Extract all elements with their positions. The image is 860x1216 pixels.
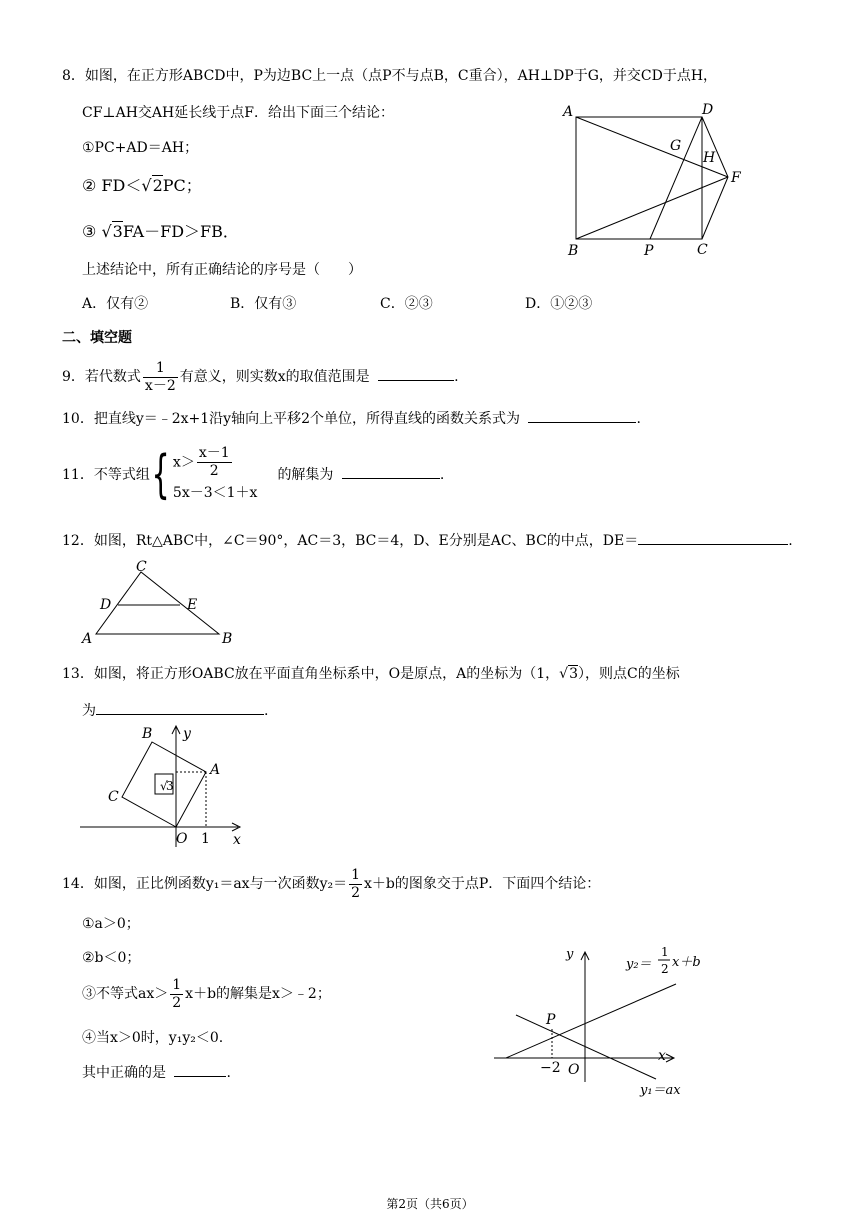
q12-label-c: C (136, 559, 147, 575)
q11-brace: { (151, 445, 170, 505)
q14-y2: y₂＝ (319, 876, 348, 892)
q14-c3-pre: ③不等式ax＞ (82, 986, 169, 1002)
q14-conclusion-2: ②b＜0； (82, 950, 141, 966)
q14-answer-blank[interactable] (174, 1062, 226, 1077)
q13-label-x: x (233, 832, 241, 848)
q13-label-y: y (183, 726, 191, 742)
q8-option-c[interactable]: C．②③ (380, 296, 433, 312)
q12-label-e: E (187, 597, 198, 613)
q13-end: . (264, 703, 269, 719)
q11-pre: 11．不等式组 (62, 467, 150, 483)
q14-stem (62, 866, 600, 906)
q12-label-b: B (222, 631, 233, 647)
q13-line1: 13．如图，将正方形OABC放在平面直角坐标系中，O是原点，A的坐标为（1，√3），则点C的坐标 (62, 666, 680, 682)
q9-end: . (454, 369, 459, 385)
q13-sqrt-symbol: √ (160, 779, 168, 793)
q13-line1-pre: 13．如图，将正方形OABC放在平面直角坐标系中，O是原点，A的坐标为（1， (62, 666, 560, 682)
q14-conclusion-4: ④当x＞0时，y₁y₂＜0. (82, 1030, 224, 1046)
q11-row1-num: x－1 (198, 444, 230, 461)
q12-label-d: D (100, 597, 112, 613)
q14-c3-fraction (170, 977, 183, 1012)
q14-label-y2-den: 2 (661, 962, 669, 976)
q9-denominator: x－2 (144, 377, 176, 394)
q11-row1 (173, 445, 258, 480)
q8-square-figure (560, 98, 760, 260)
q8-label-g: G (670, 138, 682, 154)
q8-label-h: H (703, 150, 716, 166)
q14-label-y2-num: 1 (661, 945, 669, 959)
q8-conclusion-3: ③ √3FA－FD＞FB． (82, 222, 239, 241)
q8-label-c: C (697, 242, 708, 258)
q8-conclusion-1: ①PC+AD＝AH； (82, 140, 199, 156)
q8-c3-post: FA－FD＞FB． (122, 222, 239, 241)
q11-answer-blank[interactable] (342, 464, 440, 479)
q11-row1-den: 2 (209, 462, 219, 479)
q8-option-d[interactable]: D．①②③ (525, 296, 593, 312)
q14-c3-post: x＋b的解集是x＞﹣2； (185, 986, 331, 1002)
q13-line2-text: 为 (82, 703, 96, 719)
q12-answer-blank[interactable] (638, 530, 788, 545)
q14-label-x: x (658, 1048, 666, 1064)
q8-line2: CF⊥AH交AH延长线于点F．给出下面三个结论： (82, 105, 394, 121)
q14-label-p: P (546, 1012, 556, 1028)
q9-pre: 9．若代数式 (62, 369, 141, 385)
q8-option-a[interactable]: A．仅有② (82, 296, 149, 312)
q8-c2-pre: ② FD＜ (82, 176, 142, 195)
q8-label-b: B (568, 243, 579, 259)
q8-line1: 8．如图，在正方形ABCD中，P为边BC上一点（点P不与点B，C重合），AH⊥DP于G，并交CD于点H， (62, 68, 718, 84)
q8-label-f: F (731, 170, 741, 186)
q8-conclusion-2: ② FD＜√2PC； (82, 176, 202, 195)
q9-answer-blank[interactable] (378, 366, 454, 381)
q14-conclusion-3 (82, 974, 331, 1018)
q11-post: 的解集为 (277, 467, 334, 483)
q12-triangle-figure (78, 555, 248, 647)
q14-denominator: 2 (351, 884, 361, 901)
q11-end: . (439, 467, 445, 483)
q14-label-y2-rest: x＋b (672, 955, 701, 970)
q12-text: 12．如图，Rt△ABC中，∠C＝90°，AC＝3，BC＝4，D、E分别是AC、BC的中点，DE＝ (62, 533, 639, 549)
q9-fraction (143, 360, 178, 395)
q14-fraction (349, 867, 362, 902)
q14-function-graph (488, 942, 738, 1102)
q11-row1-fraction (197, 445, 232, 480)
q8-option-b[interactable]: B．仅有③ (230, 296, 297, 312)
q14-ask (82, 1062, 231, 1083)
q10-end: . (636, 411, 641, 427)
q13-coordinate-figure (78, 722, 258, 852)
q11-row1-pre: x＞ (172, 454, 195, 470)
q9-post: 有意义，则实数x的取值范围是 (179, 369, 370, 385)
q8-ask: 上述结论中，所有正确结论的序号是（ ） (82, 262, 362, 278)
q13-label-b: B (142, 726, 153, 742)
q14-label-minus2: −2 (540, 1060, 561, 1076)
q14-label-y2: y₂＝ (626, 957, 652, 972)
q8-label-d: D (702, 102, 714, 118)
q10-text: 10．把直线y＝﹣2x+1沿y轴向上平移2个单位，所得直线的函数关系式为 (62, 411, 520, 427)
q13-label-c: C (108, 789, 119, 805)
q14-label-y1: y₁＝ax (640, 1083, 681, 1098)
q13-label-o: O (176, 831, 188, 847)
q9-numerator: 1 (143, 360, 178, 378)
q14-numerator: 1 (351, 866, 361, 883)
q8-label-p: P (644, 243, 654, 259)
q12-label-a: A (82, 631, 93, 647)
q8-c3-radicand: 3 (112, 222, 123, 241)
q8-c2-post: PC； (162, 176, 202, 195)
q14-pre: 14．如图，正比例函数y₁＝ax与一次函数 (62, 876, 320, 892)
q13-label-sqrt3: 3 (166, 779, 174, 793)
q9 (62, 357, 459, 401)
q11-row2: 5x－3＜1＋x (172, 484, 258, 501)
q14-post: x＋b的图象交于点P．下面四个结论： (364, 876, 601, 892)
q14-c3-num: 1 (172, 976, 182, 993)
q14-label-o: O (568, 1062, 580, 1078)
q14-c3-den: 2 (172, 994, 182, 1011)
q14-conclusion-1: ①a＞0； (82, 916, 140, 932)
q13-line2 (82, 700, 268, 721)
section-title: 二、填空题 (62, 330, 132, 346)
q8-c3-pre: ③ (82, 222, 102, 241)
q13-line1-post: ），则点C的坐标 (578, 666, 680, 682)
page-footer: 第2页（共6页） (386, 1197, 474, 1211)
q14-ask-text: 其中正确的是 (82, 1065, 166, 1081)
q14-label-y: y (566, 947, 574, 962)
q11-system (173, 445, 258, 506)
q13-label-a: A (210, 762, 221, 778)
q10 (62, 408, 641, 429)
q13-radicand: 3 (569, 666, 578, 682)
q13-answer-blank[interactable] (96, 700, 264, 715)
q10-answer-blank[interactable] (528, 408, 636, 423)
q12-end: . (788, 533, 793, 549)
q12 (62, 530, 793, 551)
q8-label-a: A (563, 104, 574, 120)
q8-c2-radicand: 2 (152, 176, 163, 195)
q13-label-one: 1 (201, 831, 210, 847)
q11 (62, 442, 444, 512)
q14-end: . (226, 1065, 231, 1081)
